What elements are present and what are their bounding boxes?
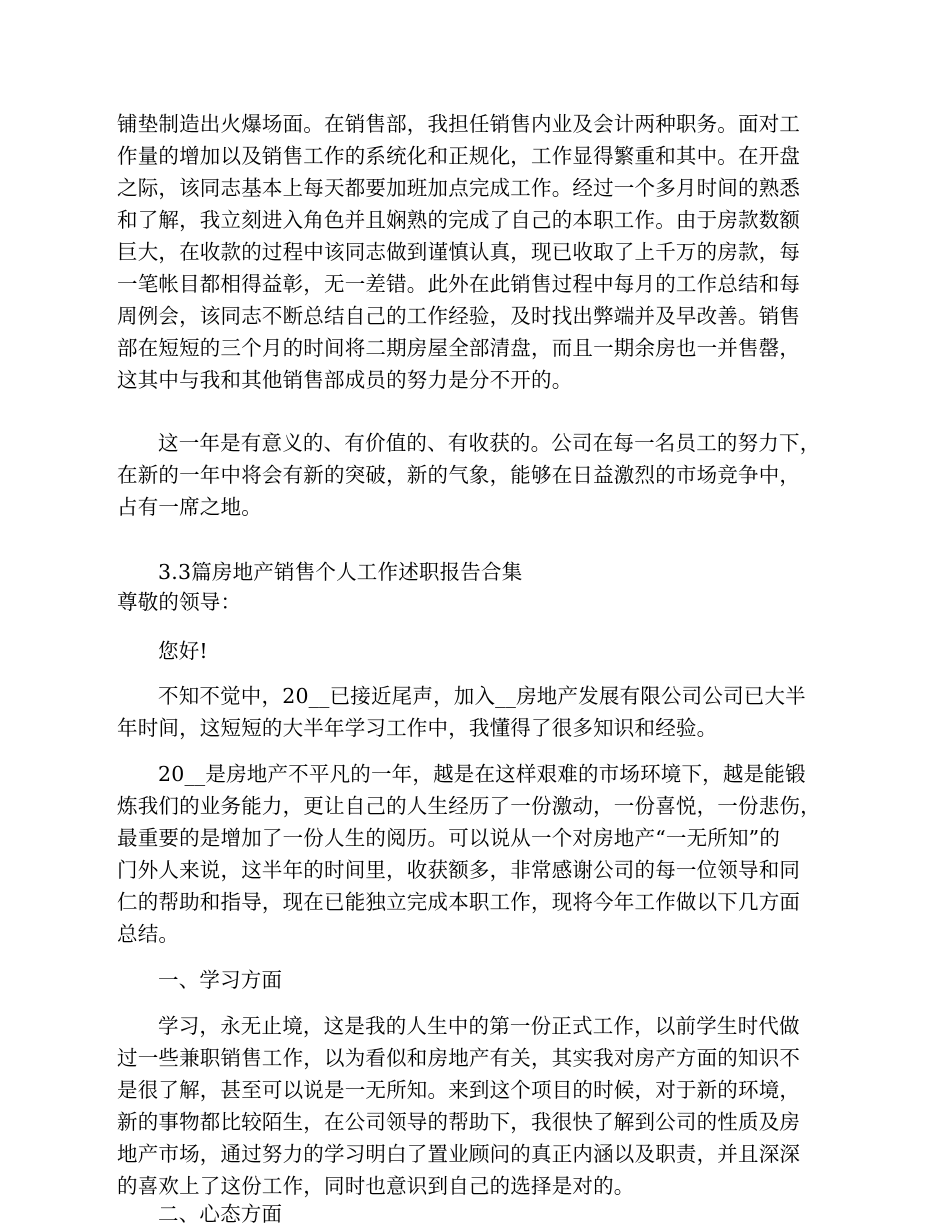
paragraph-1-line-7: 周例会，该同志不断总结自己的工作经验，及时找出弊端并及早改善。销售 <box>117 304 801 328</box>
greeting: 您好! <box>158 639 208 663</box>
paragraph-summary-line-2: 炼我们的业务能力，更让自己的人生经历了一份激动，一份喜悦，一份悲伤， <box>117 794 821 818</box>
paragraph-1-line-1: 铺垫制造出火爆场面。在销售部，我担任销售内业及会计两种职务。面对工 <box>117 112 801 136</box>
paragraph-study-line-4: 新的事物都比较陌生，在公司领导的帮助下，我很快了解到公司的性质及房 <box>117 1110 801 1134</box>
paragraph-2-line-1: 这一年是有意义的、有价值的、有收获的。公司在每一名员工的努力下， <box>158 431 821 455</box>
paragraph-study-line-5: 地产市场，通过努力的学习明白了置业顾问的真正内涵以及职责，并且深深 <box>117 1142 801 1166</box>
section-heading: 3.3篇房地产销售个人工作述职报告合集 <box>158 560 523 584</box>
paragraph-2-line-2: 在新的一年中将会有新的突破，新的气象，能够在日益激烈的市场竞争中， <box>117 463 801 487</box>
paragraph-study-line-2: 过一些兼职销售工作，以为看似和房地产有关，其实我对房产方面的知识不 <box>117 1046 801 1070</box>
paragraph-intro-line-1: 不知不觉中，20__已接近尾声，加入__房地产发展有限公司公司已大半 <box>158 684 806 708</box>
paragraph-study-line-1: 学习，永无止境，这是我的人生中的第一份正式工作，以前学生时代做 <box>158 1014 800 1038</box>
paragraph-summary-line-3: 最重要的是增加了一份人生的阅历。可以说从一个对房地产“一无所知”的 <box>117 826 781 850</box>
paragraph-1-line-2: 作量的增加以及销售工作的系统化和正规化，工作显得繁重和其中。在开盘 <box>117 144 801 168</box>
paragraph-2-line-3: 占有一席之地。 <box>117 495 262 519</box>
salutation: 尊敬的领导： <box>117 590 242 614</box>
paragraph-intro-line-2: 年时间，这短短的大半年学习工作中，我懂得了很多知识和经验。 <box>117 716 718 740</box>
paragraph-summary-line-6: 总结。 <box>117 922 180 946</box>
paragraph-1-line-6: 一笔帐目都相得益彰，无一差错。此外在此销售过程中每月的工作总结和每 <box>117 272 801 296</box>
subheading-mindset: 二、心态方面 <box>158 1202 283 1226</box>
paragraph-1-line-3: 之际，该同志基本上每天都要加班加点完成工作。经过一个多月时间的熟悉 <box>117 176 801 200</box>
paragraph-1-line-8: 部在短短的三个月的时间将二期房屋全部清盘，而且一期余房也一并售罄， <box>117 336 801 360</box>
paragraph-study-line-3: 是很了解，甚至可以说是一无所知。来到这个项目的时候，对于新的环境， <box>117 1078 801 1102</box>
subheading-study: 一、学习方面 <box>158 968 283 992</box>
paragraph-summary-line-5: 仁的帮助和指导，现在已能独立完成本职工作，现将今年工作做以下几方面 <box>117 890 801 914</box>
paragraph-summary-line-1: 20__是房地产不平凡的一年，越是在这样艰难的市场环境下，越是能锻 <box>158 762 806 786</box>
paragraph-1-line-5: 巨大，在收款的过程中该同志做到谨慎认真，现已收取了上千万的房款，每 <box>117 240 801 264</box>
paragraph-1-line-9: 这其中与我和其他销售部成员的努力是分不开的。 <box>117 368 573 392</box>
paragraph-summary-line-4: 门外人来说，这半年的时间里，收获额多，非常感谢公司的每一位领导和同 <box>117 858 801 882</box>
paragraph-study-line-6: 的喜欢上了这份工作，同时也意识到自己的选择是对的。 <box>117 1174 635 1198</box>
paragraph-1-line-4: 和了解，我立刻进入角色并且娴熟的完成了自己的本职工作。由于房款数额 <box>117 208 801 232</box>
